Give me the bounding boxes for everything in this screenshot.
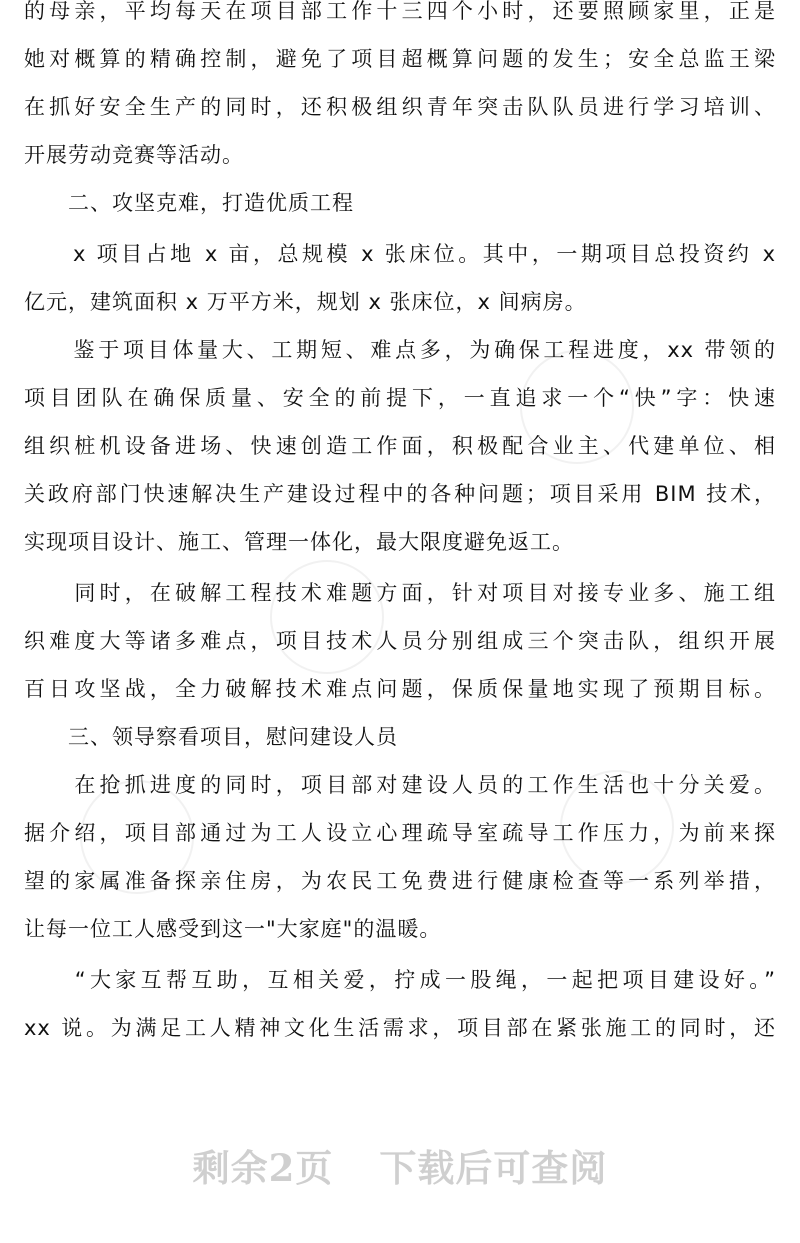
section-heading: 三、领导察看项目，慰问建设人员 xyxy=(24,725,398,749)
section-heading: 二、攻坚克难，打造优质工程 xyxy=(24,191,354,215)
text-line: 实现项目设计、施工、管理一体化，最大限度避免返工。 xyxy=(24,530,574,554)
text-line: 关政府部门快速解决生产建设过程中的各种问题；项目采用 BIM 技术， xyxy=(24,482,776,506)
text-line: xx 说。为满足工人精神文化生活需求，项目部在紧张施工的同时，还 xyxy=(24,1016,776,1040)
text-line: 望的家属准备探亲住房，为农民工免费进行健康检查等一系列举措， xyxy=(24,869,776,893)
text-line: 在抓好安全生产的同时，还积极组织青年突击队队员进行学习培训、 xyxy=(24,95,776,119)
text-line: 项目团队在确保质量、安全的前提下，一直追求一个“快”字：快速 xyxy=(24,386,776,410)
text-line: 组织桩机设备进场、快速创造工作面，积极配合业主、代建单位、相 xyxy=(24,434,776,458)
download-to-view-label: 下载后可查阅 xyxy=(379,1146,608,1190)
text-line: 鉴于项目体量大、工期短、难点多，为确保工程进度，xx 带领的 xyxy=(24,338,776,362)
text-line: 她对概算的精确控制，避免了项目超概算问题的发生；安全总监王梁 xyxy=(24,47,776,71)
text-line: 织难度大等诸多难点，项目技术人员分别组成三个突击队，组织开展 xyxy=(24,629,776,653)
text-line: 的母亲，平均每天在项目部工作十三四个小时，还要照顾家里，正是 xyxy=(24,0,776,23)
text-line: “大家互帮互助，互相关爱，拧成一股绳，一起把项目建设好。” xyxy=(24,968,776,992)
text-line: 让每一位工人感受到这一"大家庭"的温暖。 xyxy=(24,917,442,941)
text-line: 亿元，建筑面积 x 万平方米，规划 x 张床位，x 间病房。 xyxy=(24,290,587,314)
text-line: x 项目占地 x 亩，总规模 x 张床位。其中，一期项目总投资约 x xyxy=(24,242,776,266)
text-line: 据介绍，项目部通过为工人设立心理疏导室疏导工作压力，为前来探 xyxy=(24,821,776,845)
download-prompt[interactable] xyxy=(0,1138,800,1198)
text-line: 开展劳动竞赛等活动。 xyxy=(24,143,244,167)
remaining-pages-label: 剩余2页 xyxy=(192,1146,334,1190)
text-line: 百日攻坚战，全力破解技术难点问题，保质保量地实现了预期目标。 xyxy=(24,677,776,701)
text-line: 在抢抓进度的同时，项目部对建设人员的工作生活也十分关爱。 xyxy=(24,773,776,797)
text-line: 同时，在破解工程技术难题方面，针对项目对接专业多、施工组 xyxy=(24,581,776,605)
